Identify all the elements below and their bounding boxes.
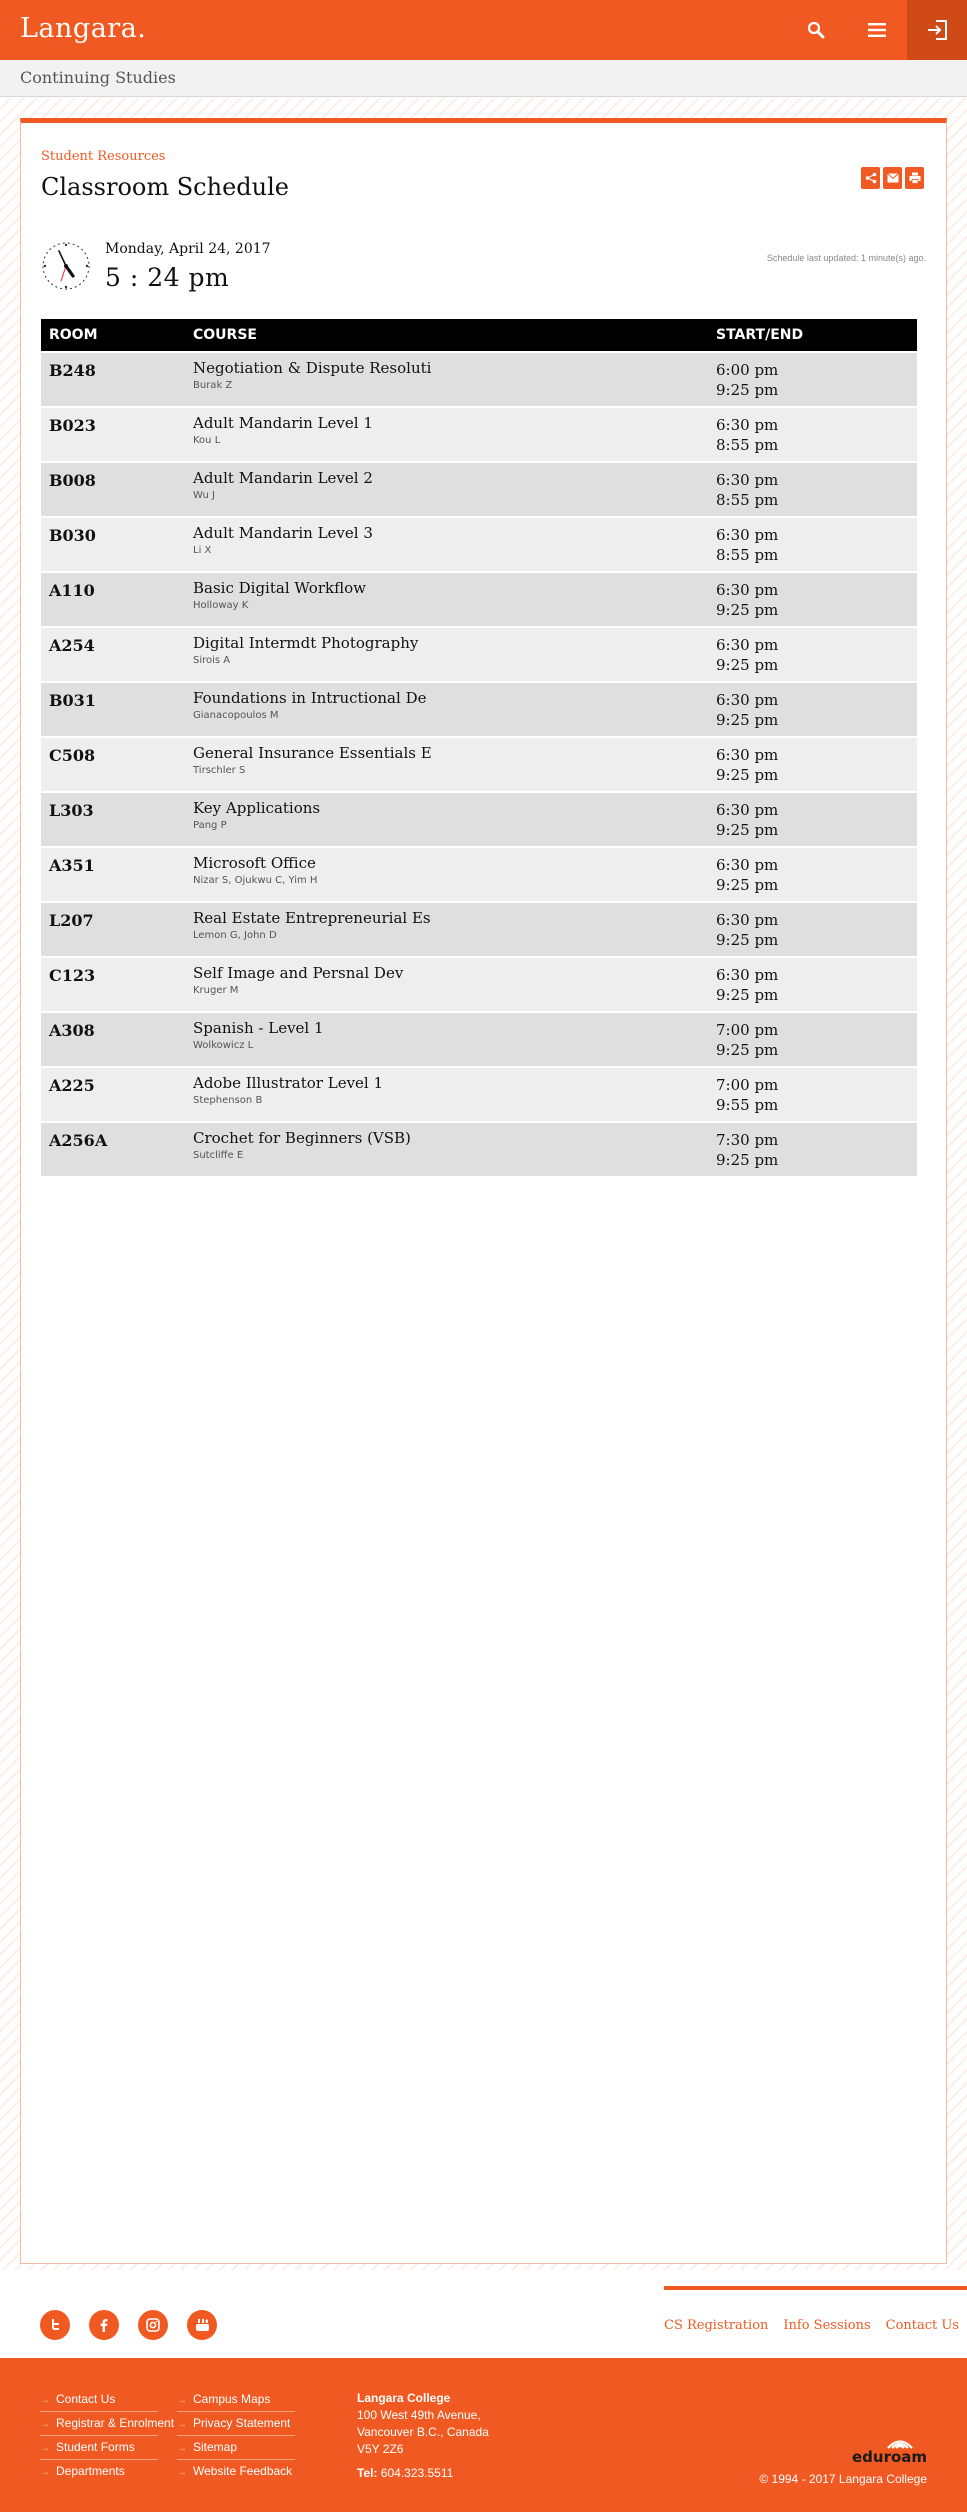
table-row — [41, 736, 917, 791]
instructor-name: Kou L — [193, 435, 221, 446]
course-name: Self Image and Persnal Dev — [193, 964, 404, 982]
start-time: 6:30 pm — [716, 856, 779, 874]
end-time: 9:25 pm — [716, 711, 779, 729]
footer-top — [0, 2270, 967, 2358]
arrow-right-icon: → — [40, 2467, 50, 2478]
schedule-card — [20, 118, 947, 2264]
search-button[interactable] — [788, 0, 844, 60]
footer-link[interactable] — [177, 2412, 295, 2436]
email-icon — [887, 173, 899, 183]
arrow-right-icon: → — [177, 2443, 187, 2454]
course-name: Adult Mandarin Level 3 — [193, 524, 373, 542]
email-button[interactable] — [883, 167, 902, 189]
table-row — [41, 846, 917, 901]
schedule-table — [41, 319, 917, 1176]
end-time: 9:25 pm — [716, 656, 779, 674]
start-time: 6:30 pm — [716, 691, 779, 709]
end-time: 8:55 pm — [716, 491, 779, 509]
footer-link[interactable] — [40, 2412, 175, 2436]
course-name: Foundations in Intructional De — [193, 689, 427, 707]
footer-links-column-2 — [177, 2388, 295, 2484]
course-name: Adobe Illustrator Level 1 — [193, 1074, 384, 1092]
share-button[interactable] — [861, 167, 880, 189]
table-row — [41, 406, 917, 461]
room-number: L207 — [49, 911, 94, 930]
start-time: 6:30 pm — [716, 471, 779, 489]
footer-link[interactable] — [177, 2436, 295, 2460]
footer-accent-bar — [664, 2286, 967, 2290]
instructor-name: Li X — [193, 545, 212, 556]
college-address — [357, 2390, 489, 2458]
instructor-name: Lemon G, John D — [193, 930, 277, 941]
course-name: General Insurance Essentials E — [193, 744, 432, 762]
table-row — [41, 1011, 917, 1066]
twitter-link[interactable] — [40, 2310, 70, 2340]
instructor-name: Holloway K — [193, 600, 249, 611]
social-links — [40, 2310, 217, 2340]
instructor-name: Sirois A — [193, 655, 231, 666]
footer-link-label: Privacy Statement — [193, 2416, 291, 2430]
room-number: L303 — [49, 801, 94, 820]
table-row — [41, 901, 917, 956]
table-row — [41, 791, 917, 846]
table-row — [41, 1066, 917, 1121]
course-name: Negotiation & Dispute Resoluti — [193, 359, 432, 377]
start-time: 6:30 pm — [716, 911, 779, 929]
footer-link[interactable] — [40, 2460, 158, 2484]
arrow-right-icon: → — [40, 2419, 50, 2430]
end-time: 8:55 pm — [716, 436, 779, 454]
top-header — [0, 0, 967, 60]
table-row — [41, 956, 917, 1011]
room-number: A110 — [49, 581, 95, 600]
arrow-right-icon: → — [40, 2395, 50, 2406]
section-title[interactable]: Continuing Studies — [20, 68, 176, 87]
arrow-right-icon: → — [177, 2419, 187, 2430]
room-number: A308 — [49, 1021, 95, 1040]
start-time: 7:30 pm — [716, 1131, 779, 1149]
end-time: 9:25 pm — [716, 821, 779, 839]
room-number: B248 — [49, 361, 96, 380]
table-row — [41, 626, 917, 681]
room-number: B030 — [49, 526, 96, 545]
share-icon — [865, 172, 877, 184]
table-row — [41, 681, 917, 736]
facebook-icon — [97, 2318, 111, 2332]
instructor-name: Kruger M — [193, 985, 239, 996]
end-time: 9:25 pm — [716, 1041, 779, 1059]
current-date: Monday, April 24, 2017 — [105, 241, 271, 257]
tel-label: Tel: — [357, 2466, 378, 2480]
course-name: Key Applications — [193, 799, 321, 817]
start-time: 6:30 pm — [716, 526, 779, 544]
address-line-3: V5Y 2Z6 — [357, 2442, 404, 2456]
course-name: Adult Mandarin Level 2 — [193, 469, 373, 487]
end-time: 9:25 pm — [716, 986, 779, 1004]
start-time: 7:00 pm — [716, 1076, 779, 1094]
room-number: B008 — [49, 471, 96, 490]
quick-link[interactable]: Info Sessions — [783, 2318, 871, 2333]
instagram-icon — [146, 2318, 160, 2332]
table-body — [41, 351, 917, 1176]
quick-links — [664, 2318, 959, 2333]
room-number: B023 — [49, 416, 96, 435]
quick-link[interactable]: Contact Us — [885, 2318, 960, 2333]
arrow-right-icon: → — [40, 2443, 50, 2454]
last-updated-text: Schedule last updated: 1 minute(s) ago. — [766, 253, 926, 263]
end-time: 9:55 pm — [716, 1096, 779, 1114]
table-row — [41, 1121, 917, 1176]
course-name: Crochet for Beginners (VSB) — [193, 1129, 411, 1147]
start-time: 7:00 pm — [716, 1021, 779, 1039]
table-row — [41, 461, 917, 516]
end-time: 9:25 pm — [716, 1151, 779, 1169]
instructor-name: Pang P — [193, 820, 227, 831]
footer-links-column-1 — [40, 2388, 175, 2484]
instagram-link[interactable] — [138, 2310, 168, 2340]
end-time: 9:25 pm — [716, 601, 779, 619]
quick-link[interactable]: CS Registration — [664, 2318, 769, 2333]
footer-bottom — [0, 2358, 967, 2512]
header-course: COURSE — [193, 327, 257, 343]
start-time: 6:30 pm — [716, 966, 779, 984]
room-number: A351 — [49, 856, 95, 875]
instructor-name: Nizar S, Ojukwu C, Yim H — [193, 875, 318, 886]
clock-icon — [41, 241, 91, 291]
start-time: 6:30 pm — [716, 801, 779, 819]
college-name: Langara College — [357, 2391, 451, 2405]
instructor-name: Wolkowicz L — [193, 1040, 254, 1051]
langara-logo[interactable]: Langara. — [20, 13, 147, 44]
youtube-link[interactable] — [187, 2310, 217, 2340]
twitter-icon — [48, 2318, 62, 2332]
course-name: Digital Intermdt Photography — [193, 634, 419, 652]
start-time: 6:30 pm — [716, 746, 779, 764]
footer-link[interactable] — [177, 2460, 295, 2484]
end-time: 9:25 pm — [716, 766, 779, 784]
current-time: 5 : 24 pm — [105, 263, 230, 292]
print-icon — [909, 172, 921, 184]
start-time: 6:30 pm — [716, 581, 779, 599]
course-name: Real Estate Entrepreneurial Es — [193, 909, 431, 927]
table-header — [41, 319, 917, 351]
address-line-1: 100 West 49th Avenue, — [357, 2408, 481, 2422]
instructor-name: Wu J — [193, 490, 215, 501]
footer-link-label: Departments — [56, 2464, 125, 2478]
instructor-name: Gianacopoulos M — [193, 710, 279, 721]
end-time: 9:25 pm — [716, 876, 779, 894]
instructor-name: Sutcliffe E — [193, 1150, 244, 1161]
footer-link-label: Student Forms — [56, 2440, 135, 2454]
eduroam-logo-text: eduroam — [852, 2448, 928, 2466]
phone-number — [357, 2466, 453, 2480]
room-number: A256A — [49, 1131, 108, 1150]
breadcrumb[interactable]: Student Resources — [41, 149, 166, 164]
footer-link[interactable] — [177, 2388, 295, 2412]
login-icon — [926, 19, 948, 41]
room-number: C508 — [49, 746, 96, 765]
search-icon — [807, 21, 825, 39]
sub-header — [0, 60, 967, 97]
footer-link-label: Sitemap — [193, 2440, 238, 2454]
course-name: Adult Mandarin Level 1 — [193, 414, 373, 432]
footer-link[interactable] — [40, 2388, 158, 2412]
copyright-text: © 1994 - 2017 Langara College — [759, 2472, 927, 2486]
header-start-end: START/END — [716, 327, 804, 343]
end-time: 9:25 pm — [716, 381, 779, 399]
end-time: 8:55 pm — [716, 546, 779, 564]
course-name: Spanish - Level 1 — [193, 1019, 324, 1037]
footer-link-label: Campus Maps — [193, 2392, 271, 2406]
hamburger-icon — [868, 22, 886, 38]
arrow-right-icon: → — [177, 2467, 187, 2478]
end-time: 9:25 pm — [716, 931, 779, 949]
table-row — [41, 516, 917, 571]
login-button[interactable] — [907, 0, 967, 60]
instructor-name: Stephenson B — [193, 1095, 263, 1106]
print-button[interactable] — [905, 167, 924, 189]
page-title: Classroom Schedule — [41, 173, 289, 201]
room-number: A225 — [49, 1076, 95, 1095]
room-number: C123 — [49, 966, 96, 985]
share-tools — [861, 167, 924, 189]
tel-value[interactable]: 604.323.5511 — [380, 2466, 454, 2480]
start-time: 6:30 pm — [716, 636, 779, 654]
footer-link-label: Website Feedback — [193, 2464, 293, 2478]
instructor-name: Burak Z — [193, 380, 233, 391]
menu-button[interactable] — [849, 0, 905, 60]
footer-link[interactable] — [40, 2436, 158, 2460]
start-time: 6:30 pm — [716, 416, 779, 434]
youtube-icon — [195, 2318, 210, 2332]
start-time: 6:00 pm — [716, 361, 779, 379]
table-row — [41, 351, 917, 406]
header-room: ROOM — [49, 327, 98, 343]
room-number: A254 — [49, 636, 95, 655]
course-name: Basic Digital Workflow — [193, 579, 366, 597]
arrow-right-icon: → — [177, 2395, 187, 2406]
instructor-name: Tirschler S — [193, 765, 246, 776]
room-number: B031 — [49, 691, 96, 710]
address-line-2: Vancouver B.C., Canada — [357, 2425, 489, 2439]
footer-link-label: Registrar & Enrolment — [56, 2416, 175, 2430]
eduroam-logo[interactable] — [852, 2434, 928, 2468]
facebook-link[interactable] — [89, 2310, 119, 2340]
footer-link-label: Contact Us — [56, 2392, 116, 2406]
course-name: Microsoft Office — [193, 854, 316, 872]
table-row — [41, 571, 917, 626]
